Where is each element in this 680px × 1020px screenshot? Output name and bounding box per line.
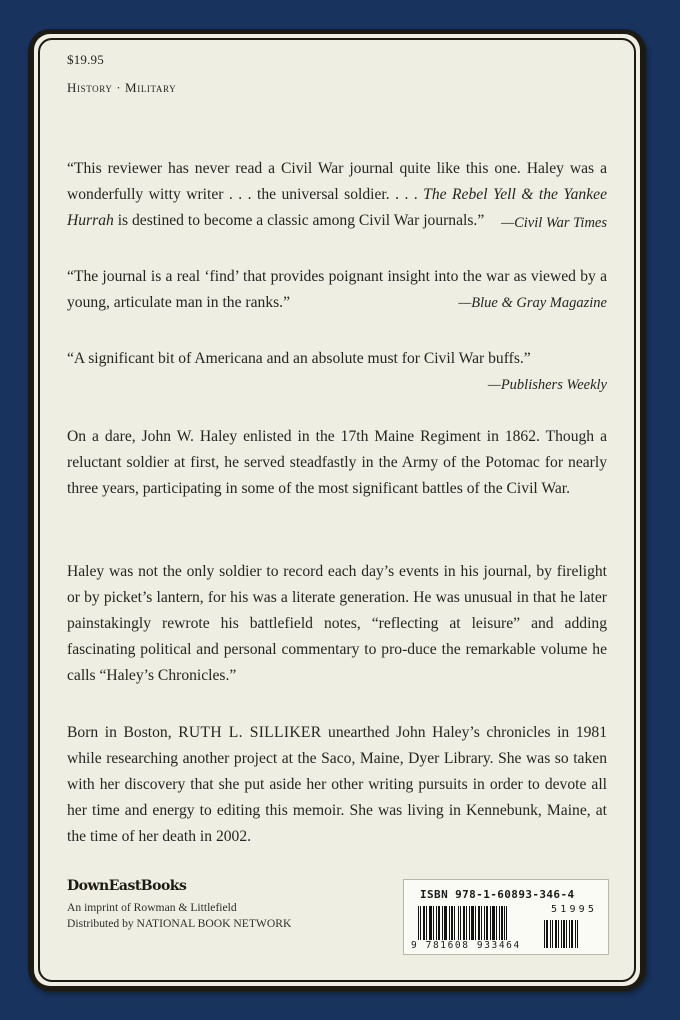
isbn-barcode	[403, 879, 609, 955]
review-attribution-3: —Publishers Weekly	[487, 377, 607, 393]
bio-prefix: Born in Boston,	[67, 724, 179, 741]
bio-text: unearthed John Haley’s chronicles in 1981 while researching another project at the Saco, Maine, Dyer Library. She was so taken with her discovery that she put aside her other writing pursuits in order to devote all her time and energy to editing this memoir. She was living in Kennebunk, Maine, at the time of her death in 2002.	[67, 724, 608, 845]
category-label: History · Military	[67, 80, 177, 95]
description-paragraph-2: Haley was not the only soldier to record each day’s events in his journal, by firelight or by picket’s lantern, for his was a literate generation. He was unusual in that he later painstakingly rewrote his battlefield notes, “reflecting at leisure” and adding fascinating political and personal commentary to pro-duce the remarkable volume he calls “Haley’s Chronicles.”	[67, 563, 607, 684]
review-text: “This reviewer has never read a Civil War journal quite like this one. Haley was a wonderfully witty writer . . . the universal soldier. . . .	[67, 160, 607, 203]
review-quote-3: “A significant bit of Americana and an absolute must for Civil War buffs.”	[67, 350, 531, 367]
isbn-label: ISBN 978-1-60893-346-4	[420, 888, 575, 901]
review-attribution-1: —Civil War Times	[501, 215, 607, 231]
book-title: The Rebel Yell & the Yankee Hurrah	[67, 186, 607, 229]
addon-barcode-bars-icon	[544, 920, 602, 948]
ean-digits: 9 781608 933464	[411, 940, 521, 951]
review-text: is destined to become a classic among Civil War journals.”	[113, 212, 485, 229]
imprint-line: An imprint of Rowman & Littlefield	[67, 901, 237, 914]
price-addon-digits: 51995	[551, 904, 598, 915]
barcode-bars-icon	[418, 906, 546, 942]
author-bio	[67, 720, 607, 850]
distributor-line: Distributed by NATIONAL BOOK NETWORK	[67, 917, 292, 930]
description-paragraph-1: On a dare, John W. Haley enlisted in the 17th Maine Regiment in 1862. Though a reluctant soldier at first, he served steadfastly in the Army of the Potomac for nearly three years, participating in some of the most significant battles of the Civil War.	[67, 428, 607, 497]
author-name: RUTH L. SILLIKER	[178, 724, 322, 741]
review-attribution-2: —Blue & Gray Magazine	[458, 295, 607, 311]
review-text: “The journal is a real ‘find’ that provides poignant insight into the war as viewed by a young, articulate man in the ranks.”	[67, 268, 607, 311]
publisher-logo: DownEastBooks	[67, 878, 187, 894]
price: $19.95	[67, 52, 104, 67]
